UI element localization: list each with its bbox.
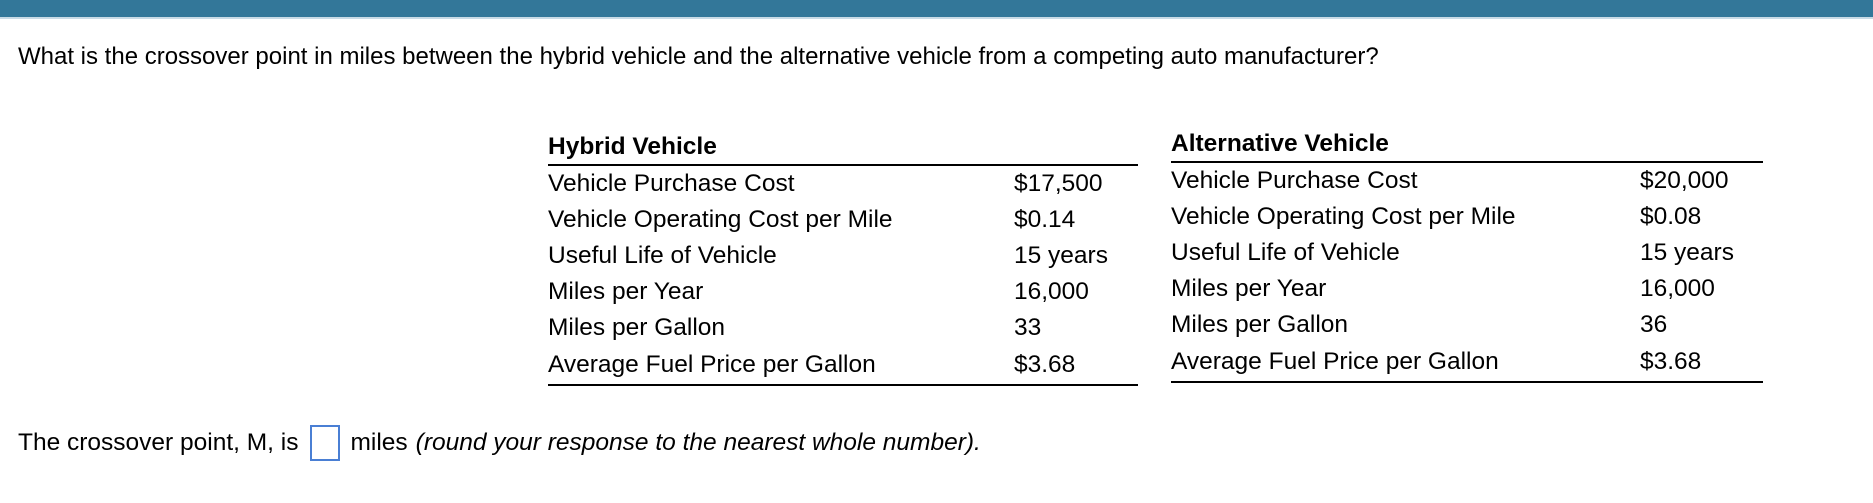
row-value: $3.68: [1640, 343, 1763, 382]
crossover-answer-input[interactable]: [310, 425, 340, 461]
row-label: Average Fuel Price per Gallon: [548, 346, 1014, 385]
alternative-table-title: Alternative Vehicle: [1171, 128, 1763, 162]
row-label: Useful Life of Vehicle: [1171, 239, 1400, 266]
table-row: [548, 165, 1138, 202]
rounding-hint: (round your response to the nearest whole number).: [415, 429, 981, 456]
table-row: [1171, 199, 1763, 235]
row-value: 15 years: [1014, 242, 1108, 269]
question-text: What is the crossover point in miles between the hybrid vehicle and the alternative vehicle from a competing auto manufacturer?: [18, 43, 1379, 70]
row-label: Miles per Gallon: [1171, 311, 1349, 338]
row-value: 16,000: [1640, 275, 1715, 302]
row-label: Miles per Gallon: [548, 314, 726, 341]
row-label: Useful Life of Vehicle: [548, 242, 777, 269]
row-value: $0.08: [1640, 203, 1702, 230]
table-row: [548, 274, 1138, 310]
row-label: Vehicle Purchase Cost: [1171, 167, 1418, 194]
table-row: [1171, 235, 1763, 271]
row-value: $20,000: [1640, 167, 1729, 194]
alternative-vehicle-table: [1171, 128, 1763, 383]
row-label: Vehicle Purchase Cost: [548, 170, 795, 197]
row-value: $0.14: [1014, 206, 1076, 233]
row-value: $17,500: [1014, 170, 1103, 197]
table-row: [548, 202, 1138, 238]
table-row: [548, 238, 1138, 274]
hybrid-table-title: Hybrid Vehicle: [548, 131, 1138, 165]
row-value: 36: [1640, 311, 1668, 338]
row-value: 16,000: [1014, 278, 1089, 305]
row-label: Average Fuel Price per Gallon: [1171, 343, 1640, 382]
answer-line: [18, 423, 981, 463]
row-label: Vehicle Operating Cost per Mile: [548, 206, 893, 233]
row-label: Vehicle Operating Cost per Mile: [1171, 203, 1516, 230]
answer-prefix: The crossover point, M, is: [18, 429, 299, 456]
row-label: Miles per Year: [1171, 275, 1327, 302]
table-row: [1171, 162, 1763, 199]
top-banner-divider: [0, 17, 1873, 19]
table-row: [1171, 343, 1763, 382]
table-row: [548, 346, 1138, 385]
answer-unit: miles: [350, 429, 408, 456]
row-value: 15 years: [1640, 239, 1734, 266]
table-row: [1171, 271, 1763, 307]
hybrid-vehicle-table: [548, 131, 1138, 386]
row-label: Miles per Year: [548, 278, 704, 305]
table-row: [1171, 307, 1763, 343]
row-value: 33: [1014, 314, 1042, 341]
top-banner: [0, 0, 1873, 17]
row-value: $3.68: [1014, 346, 1138, 385]
table-row: [548, 310, 1138, 346]
